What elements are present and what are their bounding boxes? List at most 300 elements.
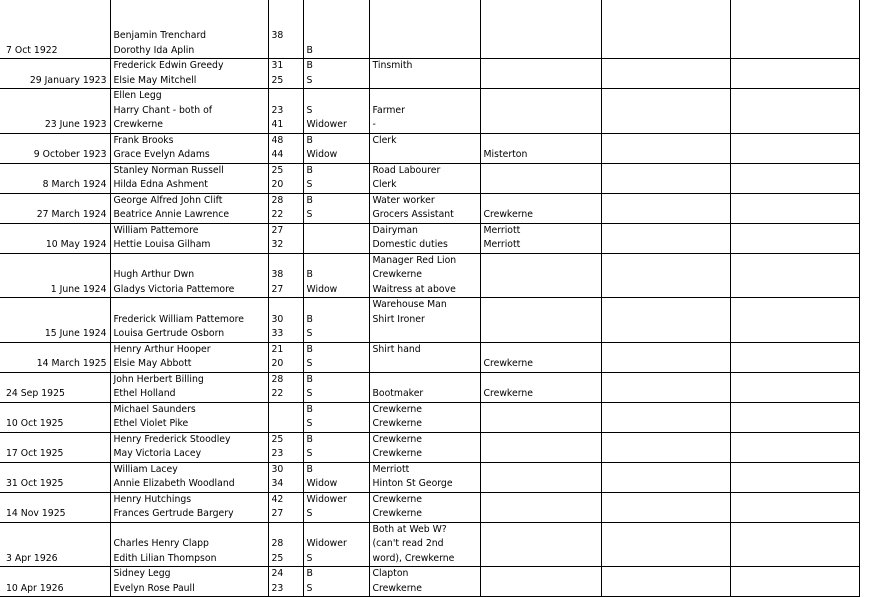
age-line [272,89,300,104]
age-cell [268,193,303,223]
marriage-date: 10 Oct 1925 [0,402,110,432]
empty-cell [601,133,730,163]
residence-cell [480,432,601,462]
name-cell [110,492,268,522]
empty-cell [601,193,730,223]
occupation-line: Clerk [372,179,397,190]
empty-cell [730,402,859,432]
age-cell [268,253,303,298]
empty-cell [730,0,859,59]
occupation-cell [369,223,480,253]
occupation-line: Farmer [372,104,405,116]
occupation-line: Road Labourer [372,164,441,176]
age-cell [268,0,303,59]
residence-cell [480,223,601,253]
occupation-line: Crewkerne [372,448,422,459]
occupation-cell [369,402,480,432]
empty-cell [601,0,730,59]
name-line: Frances Gertrude Bargery [113,508,234,519]
name-line: Frederick William Pattemore [113,313,244,325]
empty-cell [601,253,730,298]
age-line: 48 [271,134,284,146]
residence-cell [480,163,601,193]
name-cell [110,402,268,432]
status-line [307,89,366,104]
occupation-line: Crewkerne [372,403,422,415]
empty-cell [601,522,730,567]
occupation-line: Both at Web W? [372,523,447,535]
residence-line: Merriott [483,224,521,236]
empty-cell [601,89,730,134]
marriage-date: 9 October 1923 [0,133,110,163]
age-cell [268,223,303,253]
marriage-date: 10 May 1924 [0,223,110,253]
status-cell [303,253,369,298]
name-cell [110,522,268,567]
register-row [0,223,859,253]
empty-cell [730,567,859,597]
age-line: 25 [271,552,284,564]
occupation-line: Crewkerne [372,582,422,594]
name-cell [110,193,268,223]
residence-cell [480,253,601,298]
residence-line [484,134,598,149]
marriage-date: 31 Oct 1925 [0,462,110,492]
empty-cell [601,462,730,492]
name-cell [110,89,268,134]
name-line: Ellen Legg [113,90,162,101]
name-cell [110,432,268,462]
age-cell [268,59,303,89]
name-cell [110,372,268,402]
register-row [0,0,859,59]
marriage-date: 3 Apr 1926 [0,522,110,567]
empty-cell [601,223,730,253]
status-cell [303,133,369,163]
name-line: Beatrice Annie Lawrence [113,209,230,220]
status-line: Widow [306,478,338,489]
name-line: Harry Chant - both of [113,104,213,116]
name-line: Charles Henry Clapp [113,538,209,549]
occupation-line: Shirt hand [372,343,421,355]
status-line: B [306,373,313,385]
name-line [114,298,265,313]
name-line: Henry Frederick Stoodley [113,433,231,445]
status-line: B [306,313,313,325]
name-cell [110,0,268,59]
status-line: B [306,194,313,206]
empty-cell [730,492,859,522]
occupation-line: Water worker [372,194,435,206]
marriage-date: 8 March 1924 [0,163,110,193]
residence-line [484,343,598,358]
status-line [307,254,366,269]
occupation-cell [369,342,480,372]
occupation-cell [369,0,480,59]
age-line: 32 [271,239,284,250]
status-cell [303,193,369,223]
status-line: S [306,358,313,369]
age-line: 25 [271,74,284,86]
occupation-line [373,327,477,342]
name-cell [110,342,268,372]
name-line: Frank Brooks [113,134,174,146]
name-cell [110,567,268,597]
status-line: Widow [306,149,338,160]
empty-cell [730,253,859,298]
occupation-line: (can't read 2nd [372,538,444,549]
residence-cell [480,462,601,492]
name-line [114,523,265,538]
status-line: B [306,60,313,71]
age-line: 28 [271,373,284,385]
age-line: 27 [271,224,284,236]
age-line: 31 [271,60,284,71]
name-line: Hilda Edna Ashment [113,179,208,190]
status-cell [303,59,369,89]
occupation-line [373,373,477,388]
occupation-line: Crewkerne [372,269,422,280]
occupation-line: Merriott [372,463,410,475]
status-line: S [306,328,313,339]
residence-line: Misterton [483,149,528,160]
age-line [272,417,300,432]
register-row [0,342,859,372]
age-cell [268,567,303,597]
name-line: Dorothy Ida Aplin [113,44,195,56]
name-cell [110,253,268,298]
name-line: Stanley Norman Russell [113,164,224,176]
name-cell [110,223,268,253]
status-line: B [306,343,313,355]
name-line: Crewkerne [113,119,163,130]
age-line: 25 [271,164,284,176]
empty-cell [601,59,730,89]
age-line [272,254,300,269]
occupation-line: Shirt Ironer [372,313,425,325]
empty-cell [601,567,730,597]
status-line: B [306,269,313,280]
status-cell [303,402,369,432]
name-line: Benjamin Trenchard [113,30,207,41]
age-cell [268,89,303,134]
empty-cell [730,163,859,193]
age-line: 20 [271,179,284,190]
register-row [0,59,859,89]
name-line: Henry Arthur Hooper [113,343,211,355]
status-line: Widow [306,283,338,295]
occupation-line: Crewkerne [372,493,422,505]
status-cell [303,567,369,597]
residence-cell [480,342,601,372]
age-cell [268,342,303,372]
occupation-line: Tinsmith [372,60,413,71]
occupation-cell [369,89,480,134]
empty-cell [730,223,859,253]
status-line: B [306,403,313,415]
age-cell [268,402,303,432]
age-line: 38 [271,269,284,280]
age-cell [268,432,303,462]
age-line: 22 [271,209,284,220]
name-cell [110,298,268,343]
empty-cell [601,342,730,372]
name-cell [110,133,268,163]
status-cell [303,298,369,343]
age-line [272,298,300,313]
empty-cell [601,163,730,193]
status-line [307,224,366,239]
register-row [0,402,859,432]
residence-cell [480,0,601,59]
occupation-cell [369,522,480,567]
register-row [0,163,859,193]
age-line: 20 [271,358,284,369]
register-row [0,253,859,298]
occupation-line: word), Crewkerne [372,552,455,564]
register-row [0,372,859,402]
name-line: May Victoria Lacey [113,448,202,459]
age-line: 23 [271,582,284,594]
residence-cell [480,89,601,134]
marriage-date: 14 March 1925 [0,342,110,372]
status-cell [303,372,369,402]
status-line: S [306,74,313,86]
marriage-date: 15 June 1924 [0,298,110,343]
register-row [0,133,859,163]
name-line: Edith Lilian Thompson [113,552,217,564]
empty-cell [601,298,730,343]
occupation-line: Clerk [372,134,397,146]
register-row [0,298,859,343]
name-line: Michael Saunders [113,403,196,415]
empty-cell [601,372,730,402]
occupation-line: Clapton [372,568,409,579]
occupation-cell [369,193,480,223]
marriage-date: 1 June 1924 [0,253,110,298]
marriage-date: 7 Oct 1922 [0,0,110,59]
occupation-line [373,89,477,104]
age-line: 30 [271,313,284,325]
empty-cell [730,372,859,402]
empty-cell [730,522,859,567]
residence-cell [480,372,601,402]
occupation-line: Hinton St George [372,478,453,489]
age-line: 44 [271,149,284,160]
marriage-date: 24 Sep 1925 [0,372,110,402]
residence-line: Merriott [483,239,521,250]
name-line: Henry Hutchings [113,493,192,505]
status-line: S [306,582,313,594]
occupation-cell [369,133,480,163]
status-line: S [306,388,313,399]
age-line: 25 [271,433,284,445]
status-line: Widower [306,119,347,130]
age-cell [268,133,303,163]
age-cell [268,163,303,193]
register-row [0,522,859,567]
age-line: 33 [271,328,284,339]
residence-line: Crewkerne [483,388,533,399]
empty-cell [730,59,859,89]
status-line: B [306,463,313,475]
name-line: Elsie May Mitchell [113,74,197,86]
name-line: William Pattemore [113,224,199,236]
status-cell [303,462,369,492]
register-row [0,462,859,492]
age-line: 30 [271,463,284,475]
age-line: 22 [271,388,284,399]
name-line: John Herbert Billing [113,373,204,385]
residence-line: Crewkerne [483,358,533,369]
name-line [114,254,265,269]
residence-line [484,373,598,388]
occupation-cell [369,59,480,89]
name-cell [110,163,268,193]
name-line: Ethel Violet Pike [113,418,189,429]
occupation-line: Grocers Assistant [372,209,454,220]
marriage-date: 14 Nov 1925 [0,492,110,522]
age-line: 23 [271,448,284,459]
name-line: Frederick Edwin Greedy [113,60,224,71]
status-line [307,29,366,44]
residence-cell [480,522,601,567]
status-line: B [306,433,313,445]
occupation-line [373,74,477,89]
age-cell [268,372,303,402]
status-line [307,298,366,313]
status-cell [303,342,369,372]
status-line [307,523,366,538]
occupation-line: Crewkerne [372,508,422,519]
register-row [0,432,859,462]
status-line [307,238,366,253]
name-line: Grace Evelyn Adams [113,149,210,160]
residence-cell [480,492,601,522]
age-cell [268,462,303,492]
empty-cell [601,432,730,462]
status-cell [303,89,369,134]
status-line: Widower [306,538,347,549]
status-cell [303,522,369,567]
occupation-line: Bootmaker [372,388,424,399]
marriage-date: 17 Oct 1925 [0,432,110,462]
status-line: S [306,552,313,564]
marriage-date: 23 June 1923 [0,89,110,134]
age-line [272,44,300,59]
empty-cell [730,298,859,343]
name-cell [110,59,268,89]
empty-cell [730,89,859,134]
age-line: 23 [271,104,284,116]
occupation-line [373,148,477,163]
occupation-line: Domestic duties [372,239,448,250]
empty-cell [601,492,730,522]
occupation-line: Crewkerne [372,418,422,429]
status-cell [303,163,369,193]
empty-cell [601,402,730,432]
name-line: Gladys Victoria Pattemore [113,283,235,295]
name-line: Ethel Holland [113,388,176,399]
residence-cell [480,402,601,432]
name-cell [110,462,268,492]
status-cell [303,492,369,522]
residence-cell [480,133,601,163]
status-line: B [306,568,313,579]
age-line [272,403,300,418]
marriage-date: 27 March 1924 [0,193,110,223]
age-line [272,523,300,538]
name-line: Hettie Louisa Gilham [113,239,211,250]
status-line: S [306,508,313,519]
residence-cell [480,298,601,343]
age-line: 27 [271,508,284,519]
occupation-cell [369,492,480,522]
occupation-cell [369,462,480,492]
status-line: B [306,134,313,146]
residence-cell [480,59,601,89]
residence-line [484,194,598,209]
name-line: Sidney Legg [113,568,171,579]
register-row [0,193,859,223]
residence-cell [480,193,601,223]
register-row [0,492,859,522]
empty-cell [730,133,859,163]
status-cell [303,432,369,462]
status-line: S [306,179,313,190]
empty-cell [730,193,859,223]
register-row [0,89,859,134]
empty-cell [730,432,859,462]
occupation-cell [369,432,480,462]
age-line: 21 [271,343,284,355]
age-line: 34 [271,478,284,489]
name-line: Annie Elizabeth Woodland [113,478,235,489]
age-line: 27 [271,283,284,295]
occupation-cell [369,567,480,597]
name-line: Evelyn Rose Paull [113,582,195,594]
status-line: S [306,418,313,429]
status-line: B [306,164,313,176]
status-line: S [306,448,313,459]
age-cell [268,298,303,343]
age-line: 28 [271,194,284,206]
age-line: 24 [271,568,284,579]
status-line: S [306,104,313,116]
empty-cell [730,342,859,372]
empty-cell [730,462,859,492]
status-cell [303,0,369,59]
age-line: 41 [271,119,284,130]
status-line: Widower [306,493,347,505]
status-cell [303,223,369,253]
age-cell [268,522,303,567]
age-line: 38 [271,30,284,41]
marriage-date: 29 January 1923 [0,59,110,89]
name-line: Louisa Gertrude Osborn [113,328,225,339]
status-line: S [306,209,313,220]
status-line: B [306,44,313,56]
occupation-line: Crewkerne [372,433,422,445]
age-cell [268,492,303,522]
occupation-line: Warehouse Man [372,299,447,310]
occupation-cell [369,298,480,343]
name-line: William Lacey [113,463,178,475]
occupation-line: Waitress at above [372,283,456,295]
age-line: 28 [271,538,284,549]
name-line: Elsie May Abbott [113,358,192,369]
name-line: Hugh Arthur Dwn [113,269,195,280]
